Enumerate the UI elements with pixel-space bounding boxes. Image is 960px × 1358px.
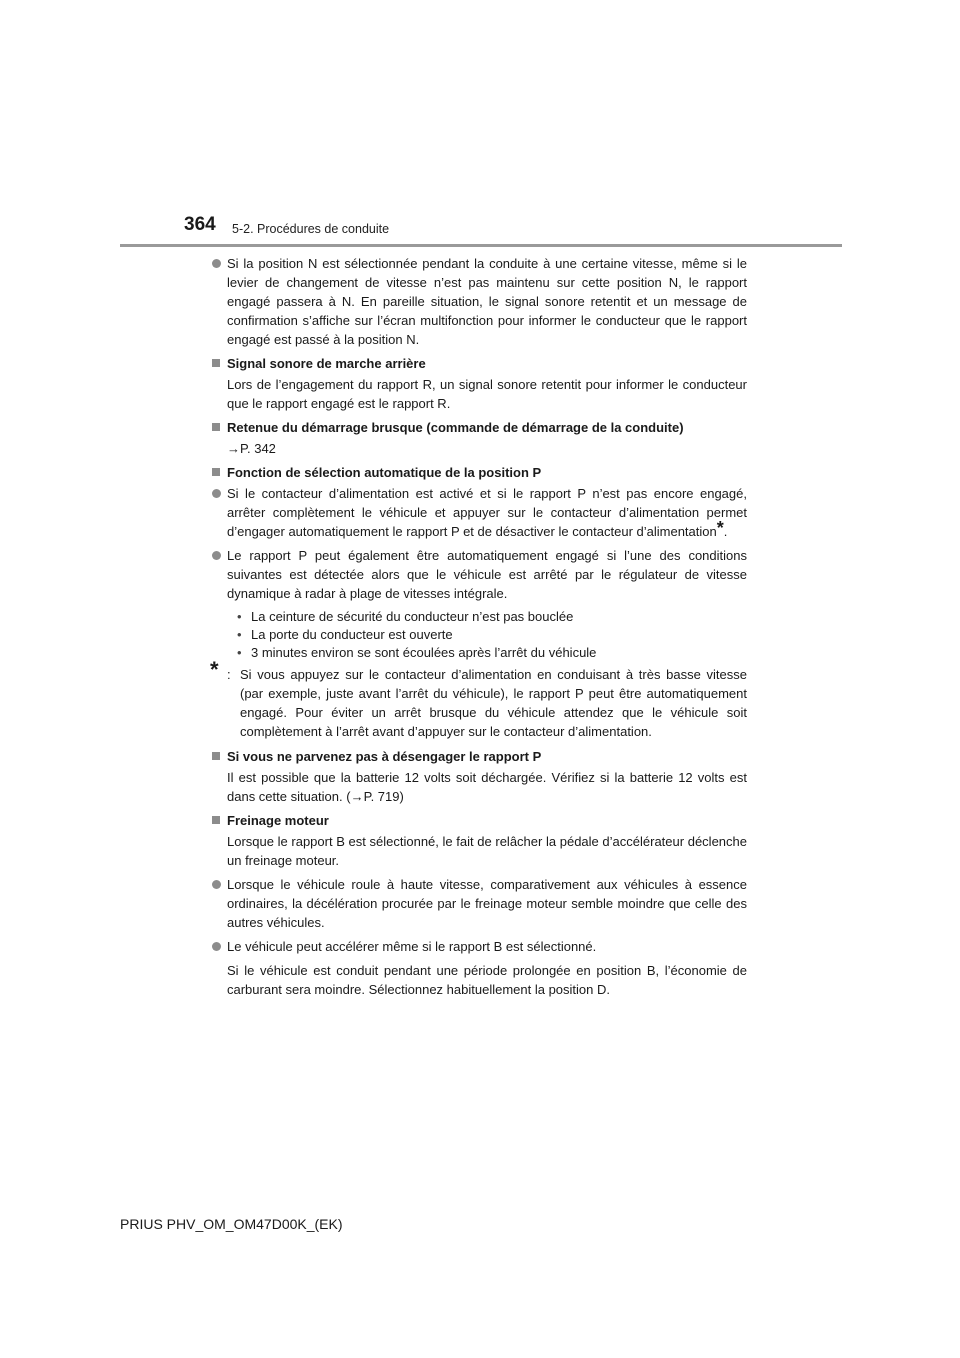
square-bullet-icon <box>212 468 220 476</box>
engine-brake-bullet-1-text: Lorsque le véhicule roule à haute vitesse, comparativement aux véhicules à essence ordinaires, la décélération procurée par le freinage moteur semble moindre que celle des autres véhicules. <box>227 877 747 930</box>
square-bullet-icon <box>212 752 220 760</box>
sudden-start-ref: →P. 342 <box>227 441 276 456</box>
disengage-p-heading <box>210 747 747 766</box>
bullet-circle-icon <box>212 259 221 268</box>
list-item: • 3 minutes environ se sont écoulées après l’arrêt du véhicule <box>237 644 747 662</box>
list-item: • La porte du conducteur est ouverte <box>237 626 747 644</box>
engine-brake-heading <box>210 811 747 830</box>
auto-p-bullet-2 <box>210 546 747 603</box>
sudden-start-heading <box>210 418 747 437</box>
intro-bullet-text: Si la position N est sélectionnée pendant la conduite à une certaine vitesse, même si le levier de changement de vitesse n’est pas maintenu sur cette position N, le rapport engagé passera à N. En pareille situation, le signal sonore retentit et un message de confirmation s’affiche sur l’écran multifonction pour informer le conducteur que le rapport engagé est passé à la position N. <box>227 256 747 347</box>
page-content <box>210 254 747 1004</box>
square-bullet-icon <box>212 423 220 431</box>
reverse-signal-heading-text: Signal sonore de marche arrière <box>227 356 426 371</box>
footnote-colon: : <box>227 667 231 682</box>
document-code: PRIUS PHV_OM_OM47D00K_(EK) <box>120 1216 343 1232</box>
footnote-star-marker: * <box>716 518 724 538</box>
bullet-circle-icon <box>212 880 221 889</box>
engine-brake-closing: Si le véhicule est conduit pendant une période prolongée en position B, l’économie de carburant sera moindre. Sélectionnez habituellement la position D. <box>227 963 747 997</box>
auto-p-bullet-2-text: Le rapport P peut également être automatiquement engagé si l’une des conditions suivantes est détectée alors que le véhicule est arrêté par le régulateur de vitesse dynamique à radar à plage de vitesses intégrale. <box>227 548 747 601</box>
header-rule <box>120 244 842 247</box>
disengage-p-text: Il est possible que la batterie 12 volts soit déchargée. Vérifiez si la batterie 12 volts est dans cette situation. (→P. 719) <box>227 770 747 804</box>
engine-brake-bullet-2-text: Le véhicule peut accélérer même si le rapport B est sélectionné. <box>227 939 597 954</box>
sudden-start-heading-text: Retenue du démarrage brusque (commande de démarrage de la conduite) <box>227 420 684 435</box>
bullet-circle-icon <box>212 942 221 951</box>
footnote-star-icon: * <box>210 657 219 682</box>
disengage-p-heading-text: Si vous ne parvenez pas à désengager le rapport P <box>227 749 542 764</box>
bullet-circle-icon <box>212 489 221 498</box>
bullet-circle-icon <box>212 551 221 560</box>
intro-bullet <box>210 254 747 349</box>
auto-p-heading <box>210 463 747 482</box>
auto-p-bullet-1 <box>210 484 747 541</box>
square-bullet-icon <box>212 359 220 367</box>
engine-brake-text: Lorsque le rapport B est sélectionné, le fait de relâcher la pédale d’accélérateur déclenche un freinage moteur. <box>227 834 747 868</box>
conditions-list <box>210 608 747 662</box>
auto-p-bullet-1-end: . <box>723 524 728 539</box>
engine-brake-heading-text: Freinage moteur <box>227 813 329 828</box>
footnote <box>210 657 747 741</box>
engine-brake-bullet-1 <box>210 875 747 932</box>
square-bullet-icon <box>212 816 220 824</box>
auto-p-heading-text: Fonction de sélection automatique de la position P <box>227 465 542 480</box>
list-item: • La ceinture de sécurité du conducteur n’est pas bouclée <box>237 608 747 626</box>
section-title: 5-2. Procédures de conduite <box>232 222 390 236</box>
auto-p-bullet-1-text: Si le contacteur d’alimentation est activé et si le rapport P n’est pas encore engagé, arrêter complètement le véhicule et appuyer sur le contacteur d’alimentation permet d’engager automatiquement le rapport P et de désactiver le contacteur d’alimentation <box>227 486 747 539</box>
footnote-text: Si vous appuyez sur le contacteur d’alimentation en conduisant à très basse vitesse (par exemple, juste avant l’arrêt du véhicule), le rapport P peut être automatiquement engagé. Pour éviter un arrêt brusque du véhicule attendez que le véhicule soit complètement à l’arrêt avant d’appuyer sur le contacteur d’alimentation. <box>240 667 747 739</box>
engine-brake-bullet-2 <box>210 937 747 956</box>
reverse-signal-text: Lors de l’engagement du rapport R, un signal sonore retentit pour informer le conducteur que le rapport engagé est le rapport R. <box>227 377 747 411</box>
page-number: 364 <box>184 214 216 235</box>
reverse-signal-heading <box>210 354 747 373</box>
